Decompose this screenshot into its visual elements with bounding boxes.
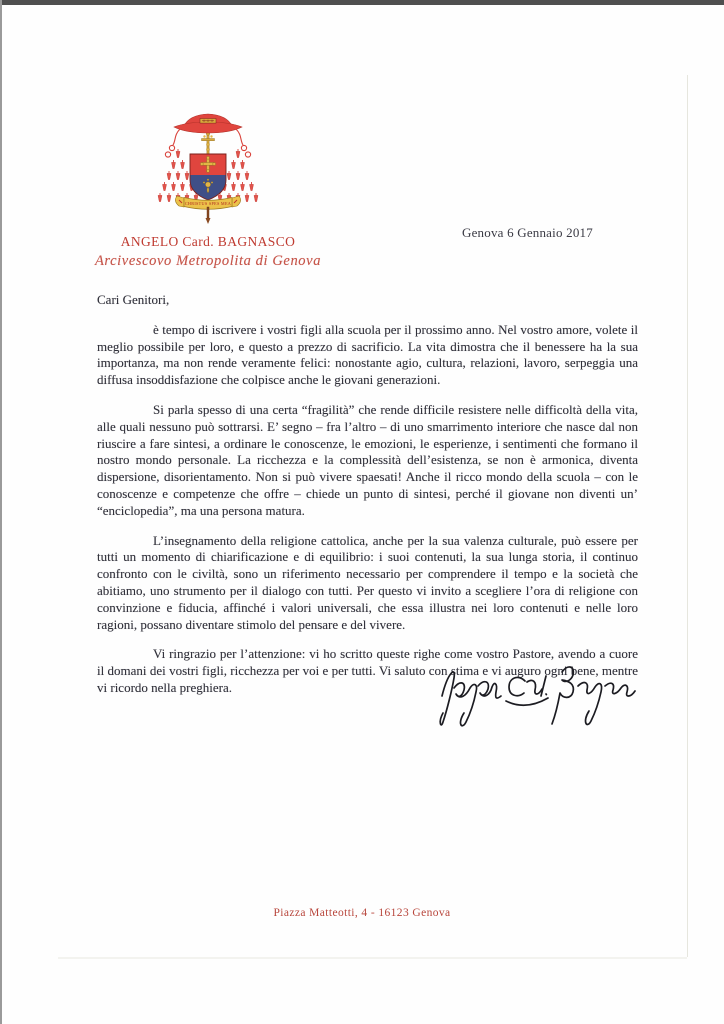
letter-paragraph: Vi ringrazio per l’attenzione: vi ho scritto queste righe come vostro Pastore, avendo a cuore il domani dei vostri figli, ricchezza per voi e per tutti. Vi saluto con stima e vi auguro ogni bene, mentre vi ricordo nella preghiera. [97, 646, 638, 695]
paper-edge-bottom [58, 957, 687, 959]
letter-paragraph: L’insegnamento della religione cattolica, anche per la sua valenza culturale, può essere per tutti un momento di chiarificazione e di equilibrio: i suoi contenuti, la sua lunga storia, il continuo confronto con le civiltà, sono un riferimento necessario per comprendere il tempo e la società che abitiamo, uno strumento per il dialogo con tutti. Per questo vi invito a scegliere l’ora di religione con convinzione e fiducia, affinché i valori universali, che essa illustra nei loro contenuti e nelle loro ragioni, possano diventare stimolo del pensare e del vivere. [97, 532, 638, 632]
date-line: Genova 6 Gennaio 2017 [462, 225, 593, 240]
scan-top-edge [0, 0, 724, 5]
letter-paragraph: è tempo di iscrivere i vostri figli alla scuola per il prossimo anno. Nel vostro amore, volete il meglio possibile per loro, e questo a prezzo di sacrificio. La vita dimostra che il benessere ha la sua importanza, ma non rende veramente felici: nonostante agio, cultura, relazioni, lavoro, serpeggia una diffusa insoddisfazione che colpisce anche le giovani generazioni. [97, 321, 638, 388]
paper-edge-right [687, 75, 688, 957]
letterhead-title: Arcivescovo Metropolita di Genova [94, 253, 322, 269]
motto-text: CHRISTUS SPES MEA [184, 201, 232, 206]
letterhead [88, 111, 328, 270]
scan-left-edge [0, 0, 2, 1024]
cardinal-coat-of-arms-icon [156, 111, 260, 225]
footer-address: Piazza Matteotti, 4 - 16123 Genova [273, 907, 451, 919]
letter-body [97, 292, 638, 710]
signature-handwriting [428, 656, 640, 742]
galero-hat [174, 114, 242, 133]
letterhead-name: ANGELO Card. BAGNASCO [120, 234, 296, 249]
letter-paragraph: Si parla spesso di una certa “fragilità” che rende difficile resistere nelle difficoltà della vita, alle quali nessuno può sottrarsi. E’ segno – fra l’altro – di uno smarrimento interiore che nasce dal non riuscire a fare sintesi, a ordinare le conoscenze, le emozioni, le esperienze, i sentimenti che formano il nostro mondo personale. La ricchezza e la complessità dell’esistenza, se non è armonica, diventa dispersione, disorientamento. Non si può vivere spaesati! Anche il ricco mondo della scuola – con le conoscenze e competenze che offre – chiede un punto di sintesi, perché il giovane non diventi un’ “enciclopedia”, ma una persona matura. [97, 401, 638, 518]
shield [190, 154, 226, 200]
salutation: Cari Genitori, [97, 292, 170, 307]
